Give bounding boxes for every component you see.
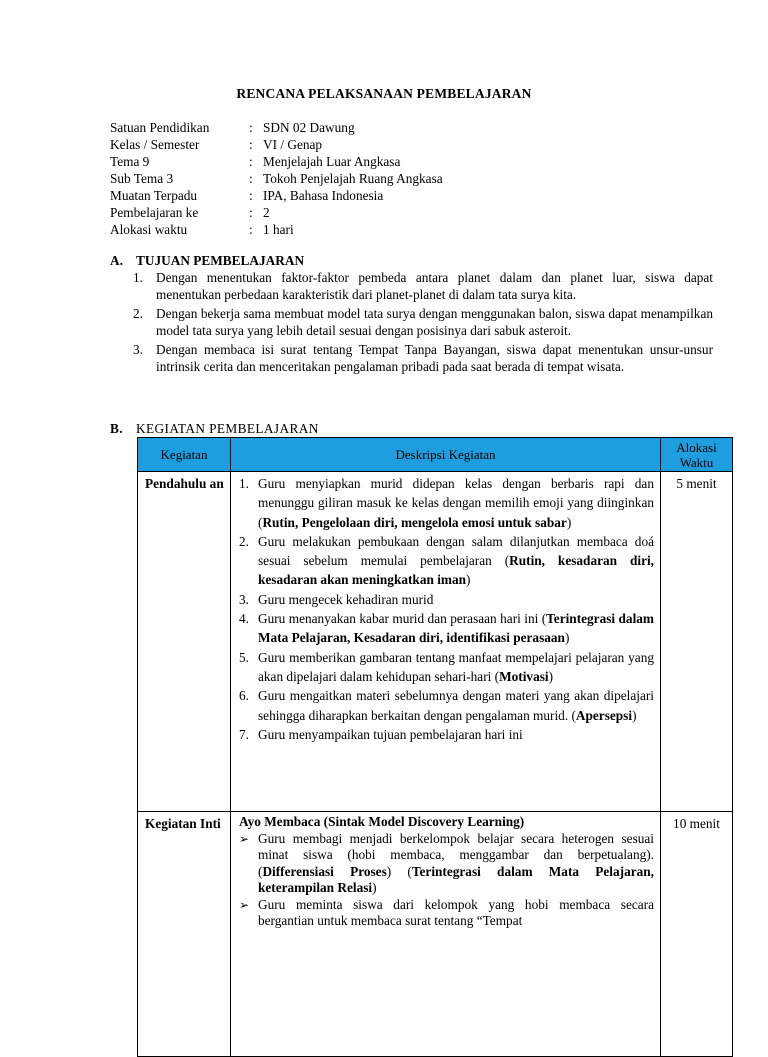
step-text (258, 686, 654, 725)
activity-list (239, 831, 654, 930)
meta-label: Satuan Pendidikan (110, 120, 210, 135)
step-text-plain: Guru memberikan gambaran tentang manfaat mempelajari pelajaran yang akan dipelajari dalam kehidupan sehari-hari ( (258, 649, 654, 684)
activity-subtitle: Ayo Membaca (Sintak Model Discovery Learning) (239, 814, 525, 829)
step-text-plain: Guru menanyakan kabar murid dan perasaan hari ini ( (258, 611, 547, 627)
activity-text (258, 897, 654, 930)
meta-colon: : (249, 188, 253, 203)
meta-colon: : (249, 137, 253, 152)
list-item (239, 648, 654, 687)
step-text-plain: Guru melakukan pembukaan dengan salam dilanjutkan membaca doá sesuai sebelum memulai pembelajaran ( (258, 533, 654, 569)
list-item (239, 474, 654, 532)
step-text-close: ) (564, 630, 570, 646)
list-item (133, 342, 713, 375)
phase-description (231, 472, 661, 812)
meta-label: Muatan Terpadu (110, 188, 198, 203)
activity-text (258, 831, 654, 897)
section-a-heading (110, 253, 304, 269)
phase-time: 5 menit (661, 472, 733, 812)
activity-text-plain: Guru meminta siswa dari kelompok yang hobi membaca secara bergantian untuk membaca surat tentang “Tempat (258, 896, 654, 928)
list-item (133, 306, 713, 339)
phase-time: 10 menit (661, 812, 733, 1057)
section-letter: B. (110, 421, 123, 436)
step-number: 3. (239, 591, 249, 607)
item-number: 2. (133, 306, 143, 321)
list-item (133, 270, 713, 303)
step-text (258, 590, 654, 609)
meta-value: SDN 02 Dawung (263, 120, 355, 135)
tujuan-list (133, 270, 713, 378)
arrow-bullet-icon: ➢ (239, 897, 250, 912)
item-text: Dengan membaca isi surat tentang Tempat Tanpa Bayangan, siswa dapat menentukan unsur-unsur intrinsik cerita dan menceritakan pengalaman pribadi pada saat berada di tempat wisata. (156, 342, 713, 374)
step-number: 7. (239, 726, 249, 742)
item-text: Dengan bekerja sama membuat model tata surya dengan menggunakan balon, siswa dapat menampilkan model tata surya yang lebih detail sesuai dengan posisinya dari sabuk asteroit. (156, 306, 713, 338)
section-title: KEGIATAN PEMBELAJARAN (136, 421, 319, 436)
activity-text-mid: ) ( (386, 863, 412, 879)
meta-colon: : (249, 171, 253, 186)
phase-name: Pendahulu an (138, 472, 231, 812)
arrow-bullet-icon: ➢ (239, 831, 250, 846)
step-text-bold: Rutin, Pengelolaan diri, mengelola emosi untuk sabar (262, 514, 567, 530)
list-item (239, 725, 654, 744)
step-text (258, 532, 654, 590)
meta-colon: : (249, 120, 253, 135)
step-text-close: ) (466, 572, 471, 588)
phase-description (231, 812, 661, 1057)
meta-colon: : (249, 205, 253, 220)
activity-text-bold: Differensiasi Proses (262, 863, 387, 879)
step-text-close: ) (632, 707, 637, 723)
step-text (258, 474, 654, 532)
step-text-plain: Guru mengecek kehadiran murid (258, 591, 434, 607)
step-text-bold: Motivasi (499, 668, 549, 684)
meta-label: Tema 9 (110, 154, 150, 169)
step-number: 6. (239, 688, 249, 704)
meta-value: 1 hari (263, 222, 294, 237)
list-item (239, 532, 654, 590)
table-row-inti (138, 812, 733, 1057)
step-text (258, 725, 654, 744)
list-item (239, 831, 654, 897)
item-number: 1. (133, 270, 143, 285)
step-text-plain: Guru mengaitkan materi sebelumnya dengan materi yang akan dipelajari sehingga diharapkan berkaitan dengan pengalaman murid. ( (258, 688, 654, 723)
meta-colon: : (249, 222, 253, 237)
step-number: 1. (239, 476, 249, 491)
meta-colon: : (249, 154, 253, 169)
meta-label: Kelas / Semester (110, 137, 200, 152)
table-row-pendahuluan (138, 472, 733, 812)
table-header-row (138, 438, 733, 472)
meta-value: IPA, Bahasa Indonesia (263, 188, 384, 203)
section-letter: A. (110, 253, 123, 268)
section-b-heading (110, 421, 319, 437)
document-title: RENCANA PELAKSANAAN PEMBELAJARAN (236, 86, 532, 101)
step-text (258, 609, 654, 648)
header-alokasi: Alokasi Waktu (661, 438, 733, 472)
section-title: TUJUAN PEMBELAJARAN (136, 253, 305, 268)
meta-value: Tokoh Penjelajah Ruang Angkasa (263, 171, 443, 186)
step-text-bold: Terintegrasi dalam Mata Pelajaran, Kesadaran diri, identifikasi perasaan (258, 611, 654, 646)
meta-value: Menjelajah Luar Angkasa (263, 154, 401, 169)
activity-text-close: ) (372, 880, 377, 895)
step-number: 2. (239, 533, 249, 549)
step-text-bold: Rutin, kesadaran diri, kesadaran akan meningkatkan iman (258, 553, 654, 588)
header-kegiatan: Kegiatan (138, 438, 231, 472)
step-text (258, 648, 654, 687)
header-deskripsi: Deskripsi Kegiatan (231, 438, 661, 472)
list-item (239, 609, 654, 648)
list-item (239, 897, 654, 930)
list-item (239, 686, 654, 725)
kegiatan-table (137, 437, 733, 1057)
step-text-plain: Guru menyiapkan murid didepan kelas dengan berbaris rapi dan menunggu giliran masuk ke kelas dengan memilih emoji yang diinginkan ( (258, 476, 654, 530)
step-text-plain: Guru menyampaikan tujuan pembelajaran hari ini (258, 726, 523, 742)
step-number: 5. (239, 649, 249, 665)
step-list (239, 474, 654, 744)
item-number: 3. (133, 342, 143, 357)
list-item (239, 590, 654, 609)
item-text: Dengan menentukan faktor-faktor pembeda antara planet dalam dan planet luar, siswa dapat menentukan perbedaan karakteristik dari planet-planet di dalam tata surya kita. (156, 270, 713, 302)
step-text-close: ) (566, 514, 572, 530)
step-text-close: ) (548, 668, 554, 684)
activity-text-plain: Guru membagi menjadi berkelompok belajar secara heterogen sesuai minat siswa (hobi membaca, menggambar dan berpetualang). ( (258, 830, 654, 879)
phase-name: Kegiatan Inti (138, 812, 231, 1057)
step-text-bold: Apersepsi (575, 707, 633, 723)
activity-text-bold: Terintegrasi dalam Mata Pelajaran, keterampilan Relasi (258, 863, 654, 895)
meta-label: Pembelajaran ke (110, 205, 199, 220)
meta-value: 2 (263, 205, 270, 220)
meta-label: Sub Tema 3 (110, 171, 174, 186)
meta-label: Alokasi waktu (110, 222, 188, 237)
meta-value: VI / Genap (263, 137, 323, 152)
step-number: 4. (239, 611, 249, 627)
